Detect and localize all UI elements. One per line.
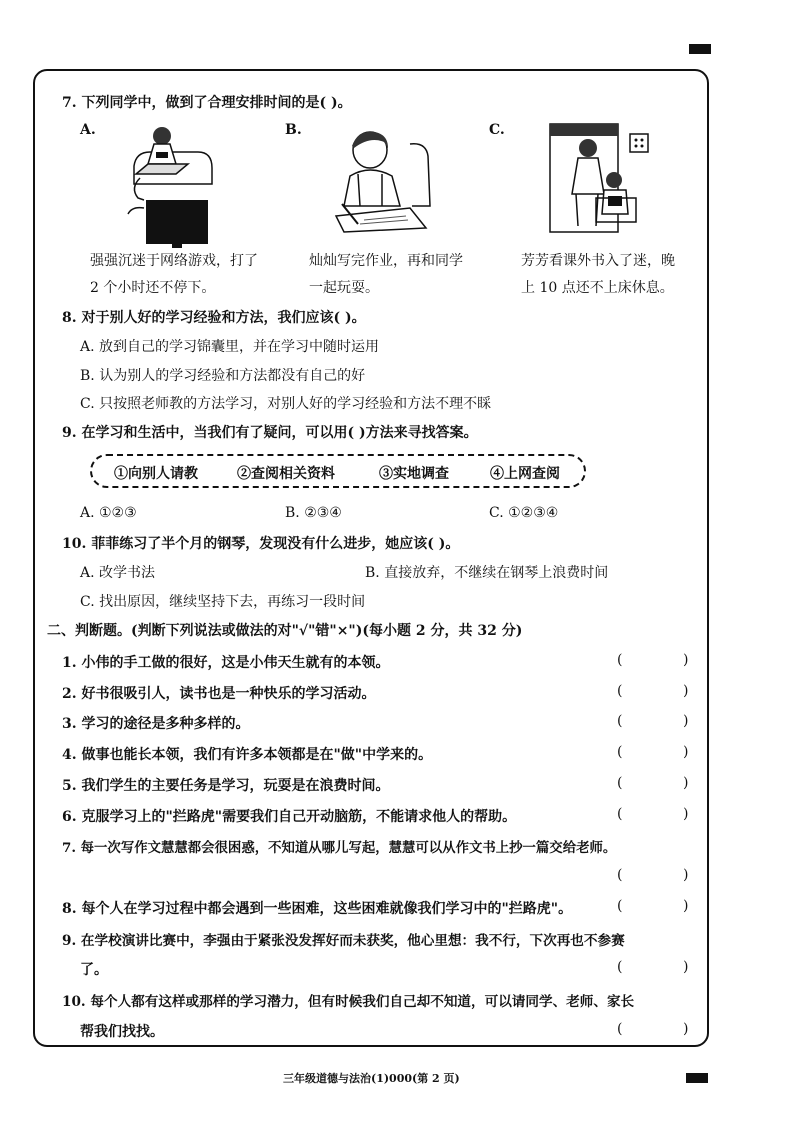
q10-option-c: C. 找出原因，继续坚持下去，再练习一段时间	[80, 594, 366, 610]
q7-caption-a-line2: 2 个小时还不停下。	[90, 280, 216, 296]
tf-answer-2-rparen: )	[683, 683, 689, 699]
q7-label-a: A.	[80, 122, 96, 138]
reading-child-illustration	[548, 122, 662, 234]
q9-methods-box	[90, 454, 586, 488]
q7-label-b: B.	[285, 122, 302, 138]
q8-option-c: C. 只按照老师教的方法学习，对别人好的学习经验和方法不理不睬	[80, 396, 492, 412]
tf-item-3: 3. 学习的途径是多种多样的。	[62, 716, 250, 732]
tf-item-8: 8. 每个人在学习过程中都会遇到一些困难，这些困难就像我们学习中的"拦路虎"。	[62, 901, 573, 917]
tf-answer-1-lparen: (	[617, 652, 623, 668]
q9-option-a: A. ①②③	[80, 505, 137, 521]
tf-answer-2-lparen: (	[617, 683, 623, 699]
q7-stem: 7. 下列同学中，做到了合理安排时间的是( )。	[62, 95, 352, 111]
q7-caption-a-line1: 强强沉迷于网络游戏，打了	[90, 253, 258, 269]
tf-answer-6-rparen: )	[683, 806, 689, 822]
q10-stem: 10. 菲菲练习了半个月的钢琴，发现没有什么进步，她应该( )。	[62, 536, 460, 552]
q9-method-1: ①向别人请教	[114, 466, 198, 482]
tf-answer-8-rparen: )	[683, 898, 689, 914]
q10-option-a: A. 改学书法	[80, 565, 156, 581]
q8-option-b: B. 认为别人的学习经验和方法都没有自己的好	[80, 368, 366, 384]
writing-boy-illustration	[330, 124, 440, 236]
tf-answer-4-lparen: (	[617, 744, 623, 760]
tf-answer-8-lparen: (	[617, 898, 623, 914]
q7-caption-b-line2: 一起玩耍。	[309, 280, 379, 296]
q7-caption-c-line1: 芳芳看课外书入了迷，晚	[521, 253, 675, 269]
tf-item-10: 10. 每个人都有这样或那样的学习潜力，但有时候我们自己却不知道，可以请同学、老师、家长	[62, 994, 635, 1010]
tf-item-10-continued: 帮我们找找。	[80, 1024, 164, 1040]
q9-method-2: ②查阅相关资料	[237, 466, 335, 482]
q9-stem: 9. 在学习和生活中，当我们有了疑问，可以用( )方法来寻找答案。	[62, 425, 478, 441]
tf-item-4: 4. 做事也能长本领，我们有许多本领都是在"做"中学来的。	[62, 747, 433, 763]
tf-item-9-continued: 了。	[80, 962, 108, 978]
tf-answer-5-lparen: (	[617, 775, 623, 791]
tf-answer-9-lparen: (	[617, 959, 623, 975]
q9-method-3: ③实地调查	[379, 466, 449, 482]
tf-answer-10-rparen: )	[683, 1021, 689, 1037]
q7-label-c: C.	[489, 122, 505, 138]
tf-answer-4-rparen: )	[683, 744, 689, 760]
tf-answer-9-rparen: )	[683, 959, 689, 975]
q7-caption-b-line1: 灿灿写完作业，再和同学	[309, 253, 463, 269]
q8-option-a: A. 放到自己的学习锦囊里，并在学习中随时运用	[80, 339, 380, 355]
q8-stem: 8. 对于别人好的学习经验和方法，我们应该( )。	[62, 310, 366, 326]
tf-item-7: 7. 每一次写作文慧慧都会很困惑，不知道从哪儿写起，慧慧可以从作文书上抄一篇交给老师。	[62, 840, 617, 856]
tf-answer-3-rparen: )	[683, 713, 689, 729]
tf-item-2: 2. 好书很吸引人，读书也是一种快乐的学习活动。	[62, 686, 376, 702]
q7-caption-c-line2: 上 10 点还不上床休息。	[521, 280, 674, 296]
tf-answer-7-rparen: )	[683, 867, 689, 883]
tf-answer-3-lparen: (	[617, 713, 623, 729]
tf-answer-10-lparen: (	[617, 1021, 623, 1037]
q9-option-c: C. ①②③④	[489, 505, 559, 521]
q9-option-b: B. ②③④	[285, 505, 342, 521]
tf-answer-5-rparen: )	[683, 775, 689, 791]
tf-item-6: 6. 克服学习上的"拦路虎"需要我们自己开动脑筋，不能请求他人的帮助。	[62, 809, 517, 825]
corner-marker-bottom	[686, 1073, 708, 1083]
section2-title: 二、判断题。(判断下列说法或做法的对"√"错"×")(每小题 2 分，共 32 分)	[47, 623, 523, 639]
tf-item-1: 1. 小伟的手工做的很好，这是小伟天生就有的本领。	[62, 655, 390, 671]
tf-answer-7-lparen: (	[617, 867, 623, 883]
tf-item-5: 5. 我们学生的主要任务是学习，玩耍是在浪费时间。	[62, 778, 390, 794]
tf-answer-1-rparen: )	[683, 652, 689, 668]
q10-option-b: B. 直接放弃，不继续在钢琴上浪费时间	[365, 565, 609, 581]
corner-marker-top	[689, 44, 711, 54]
q9-method-4: ④上网查阅	[490, 466, 560, 482]
page-footer: 三年级道德与法治(1)000(第 2 页)	[283, 1072, 460, 1085]
tf-answer-6-lparen: (	[617, 806, 623, 822]
tf-item-9: 9. 在学校演讲比赛中，李强由于紧张没发挥好而未获奖，他心里想：我不行，下次再也不参赛	[62, 933, 625, 949]
gaming-boy-illustration	[120, 122, 230, 248]
